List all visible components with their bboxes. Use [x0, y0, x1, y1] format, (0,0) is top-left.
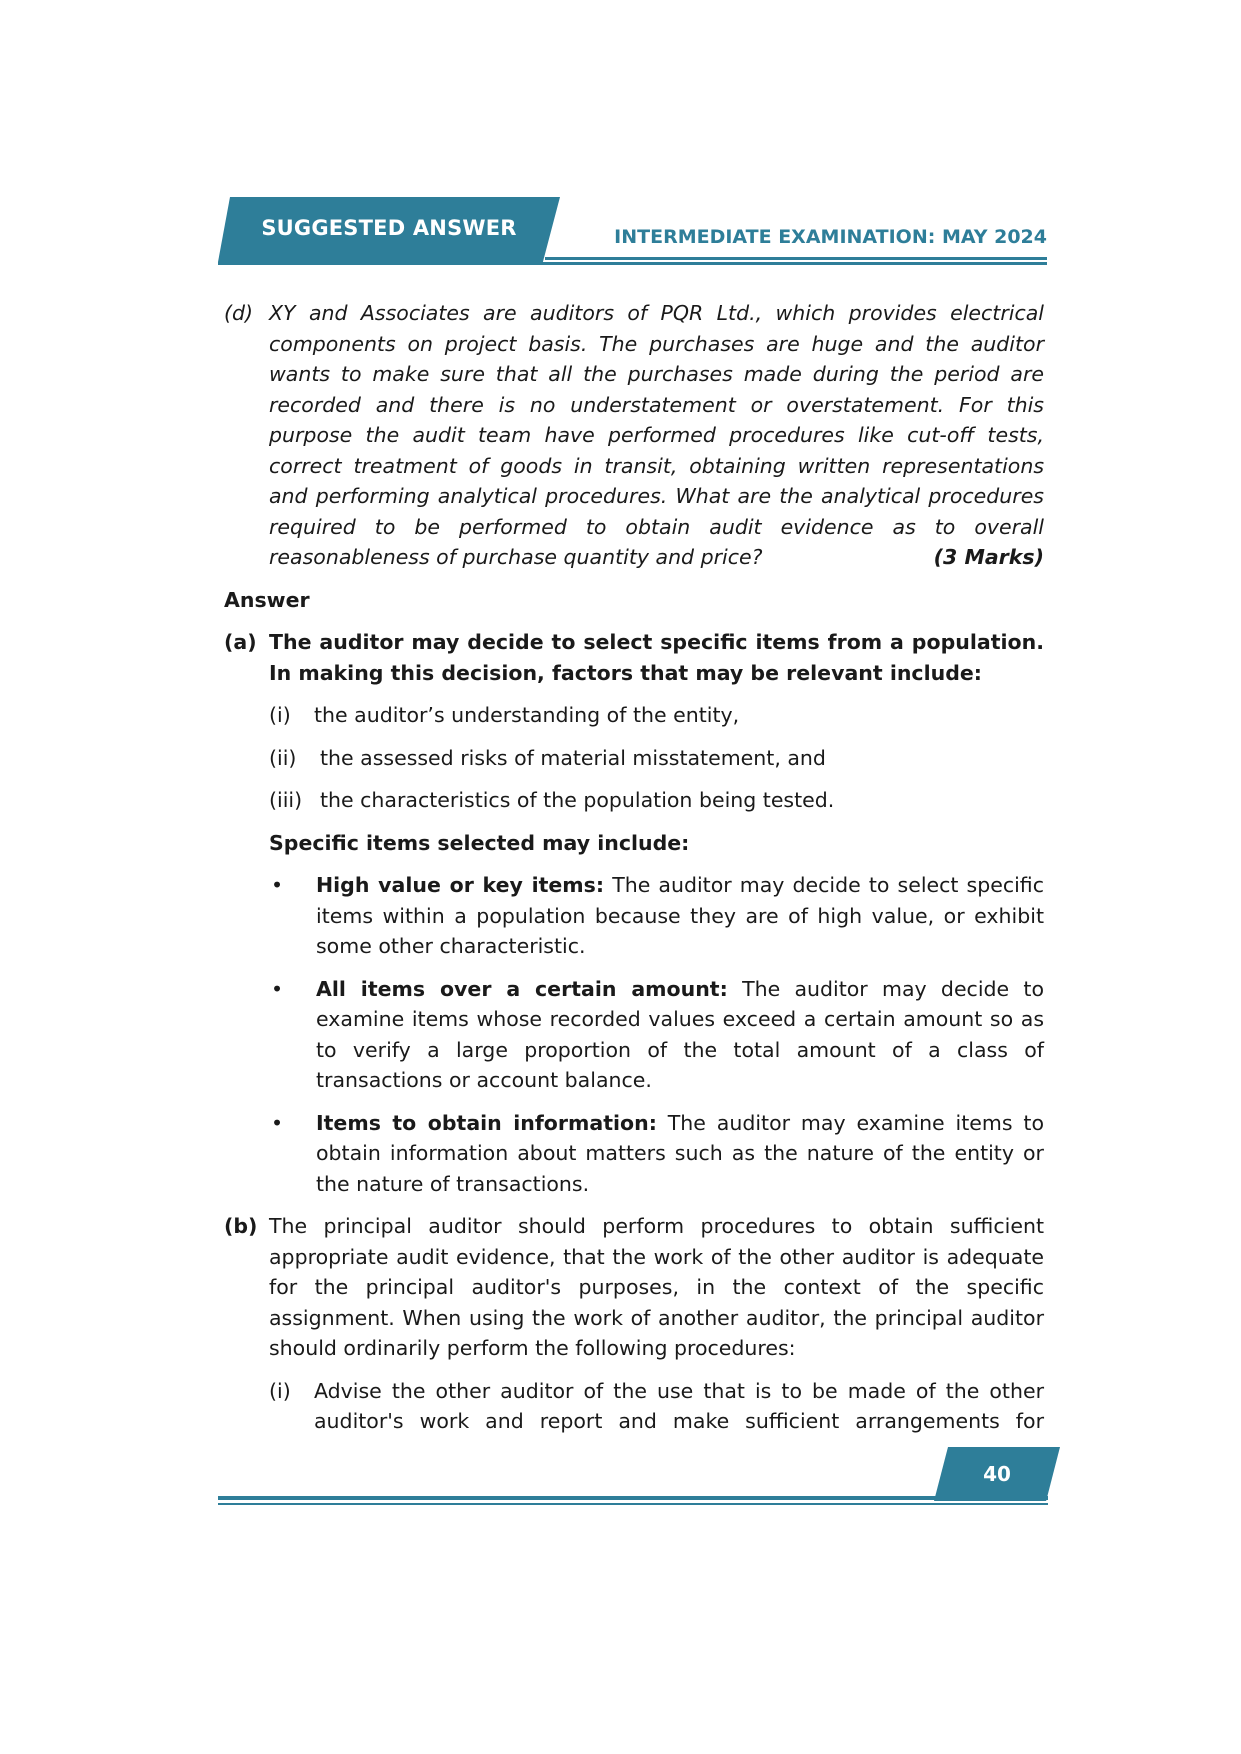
factor-text: the characteristics of the population being tested. — [320, 788, 835, 812]
header-rule — [218, 262, 1047, 265]
procedure-text: Advise the other auditor of the use that is to be made of the other auditor's work and report and make sufficient arrangements for — [314, 1378, 1044, 1433]
factor-item — [269, 700, 1044, 731]
bullet-item — [269, 974, 1044, 1096]
part-a-label: (a) — [224, 630, 257, 654]
factor-item — [269, 743, 1044, 774]
bullet-icon: • — [271, 873, 284, 897]
question-label: (d) — [224, 301, 254, 325]
factor-text: the assessed risks of material misstatement, and — [320, 745, 826, 770]
header-rule-upper — [545, 257, 1047, 260]
header-tab-label: SUGGESTED ANSWER — [261, 216, 517, 240]
question-marks: (3 Marks) — [933, 545, 1044, 569]
factor-text: the auditor’s understanding of the entity, — [314, 703, 740, 727]
question-d — [224, 298, 1044, 573]
part-a-body — [269, 627, 1044, 1199]
specific-items-heading: Specific items selected may include: — [269, 830, 690, 855]
procedure-item — [269, 1376, 1044, 1437]
bullet-text: The auditor may decide to examine items whose recorded values exceed a certain amount so as to verify a large proportion of the total amount of a class of transactions or account balance. — [316, 976, 1044, 1092]
part-b-label: (b) — [224, 1214, 258, 1238]
question-text: XY and Associates are auditors of PQR Ltd., which provides electrical components on project basis. The purchases are huge and the auditor wants to make sure that all the purchases made during the period are recorded and there is no understatement or overstatement. For this purpose the audit team have performed procedures like cut-off tests, correct treatment of goods in transit, obtaining written representations and performing analytical procedures. What are the analytical procedures required to be performed to obtain audit evidence as to overall reasonableness of purchase quantity and price? (3 Marks) — [269, 298, 1044, 573]
page-header — [0, 0, 1241, 270]
exam-title: INTERMEDIATE EXAMINATION: MAY 2024 — [614, 226, 1047, 248]
footer-rule-lower — [218, 1503, 1048, 1505]
footer-rule — [218, 1496, 1048, 1500]
bullet-item — [269, 1108, 1044, 1200]
procedure-num: (i) — [269, 1378, 291, 1403]
answer-heading: Answer — [224, 587, 310, 612]
bullet-text: The auditor may examine items to obtain information about matters such as the nature of the entity or the nature of transactions. — [316, 1110, 1044, 1196]
bullet-text: The auditor may decide to select specific items within a population because they are of high value, or exhibit some other characteristic. — [316, 873, 1044, 958]
factor-item — [269, 785, 1044, 816]
part-b-body — [269, 1211, 1044, 1437]
bullet-icon: • — [271, 976, 284, 1001]
part-b-text: The principal auditor should perform procedures to obtain sufficient appropriate audit evidence, that the work of the other auditor is adequate for the principal auditor's purposes, in the context of the specific assignment. When using the work of another auditor, the principal auditor should ordinarily perform the following procedures: — [269, 1214, 1044, 1360]
page-content — [224, 298, 1044, 1437]
factor-num: (ii) — [269, 745, 297, 770]
factor-num: (iii) — [269, 788, 303, 812]
bullet-item — [269, 870, 1044, 962]
page-number: 40 — [983, 1462, 1011, 1486]
part-a-intro: The auditor may decide to select specific items from a population. In making this decision, factors that may be relevant include: — [269, 630, 1044, 685]
bullet-term: Items to obtain information: — [316, 1110, 657, 1135]
bullet-term: High value or key items: — [316, 873, 605, 897]
bullet-term: All items over a certain amount: — [316, 976, 728, 1001]
factor-num: (i) — [269, 703, 291, 727]
part-a — [224, 627, 1044, 1199]
part-b — [224, 1211, 1044, 1437]
bullet-icon: • — [271, 1110, 284, 1135]
